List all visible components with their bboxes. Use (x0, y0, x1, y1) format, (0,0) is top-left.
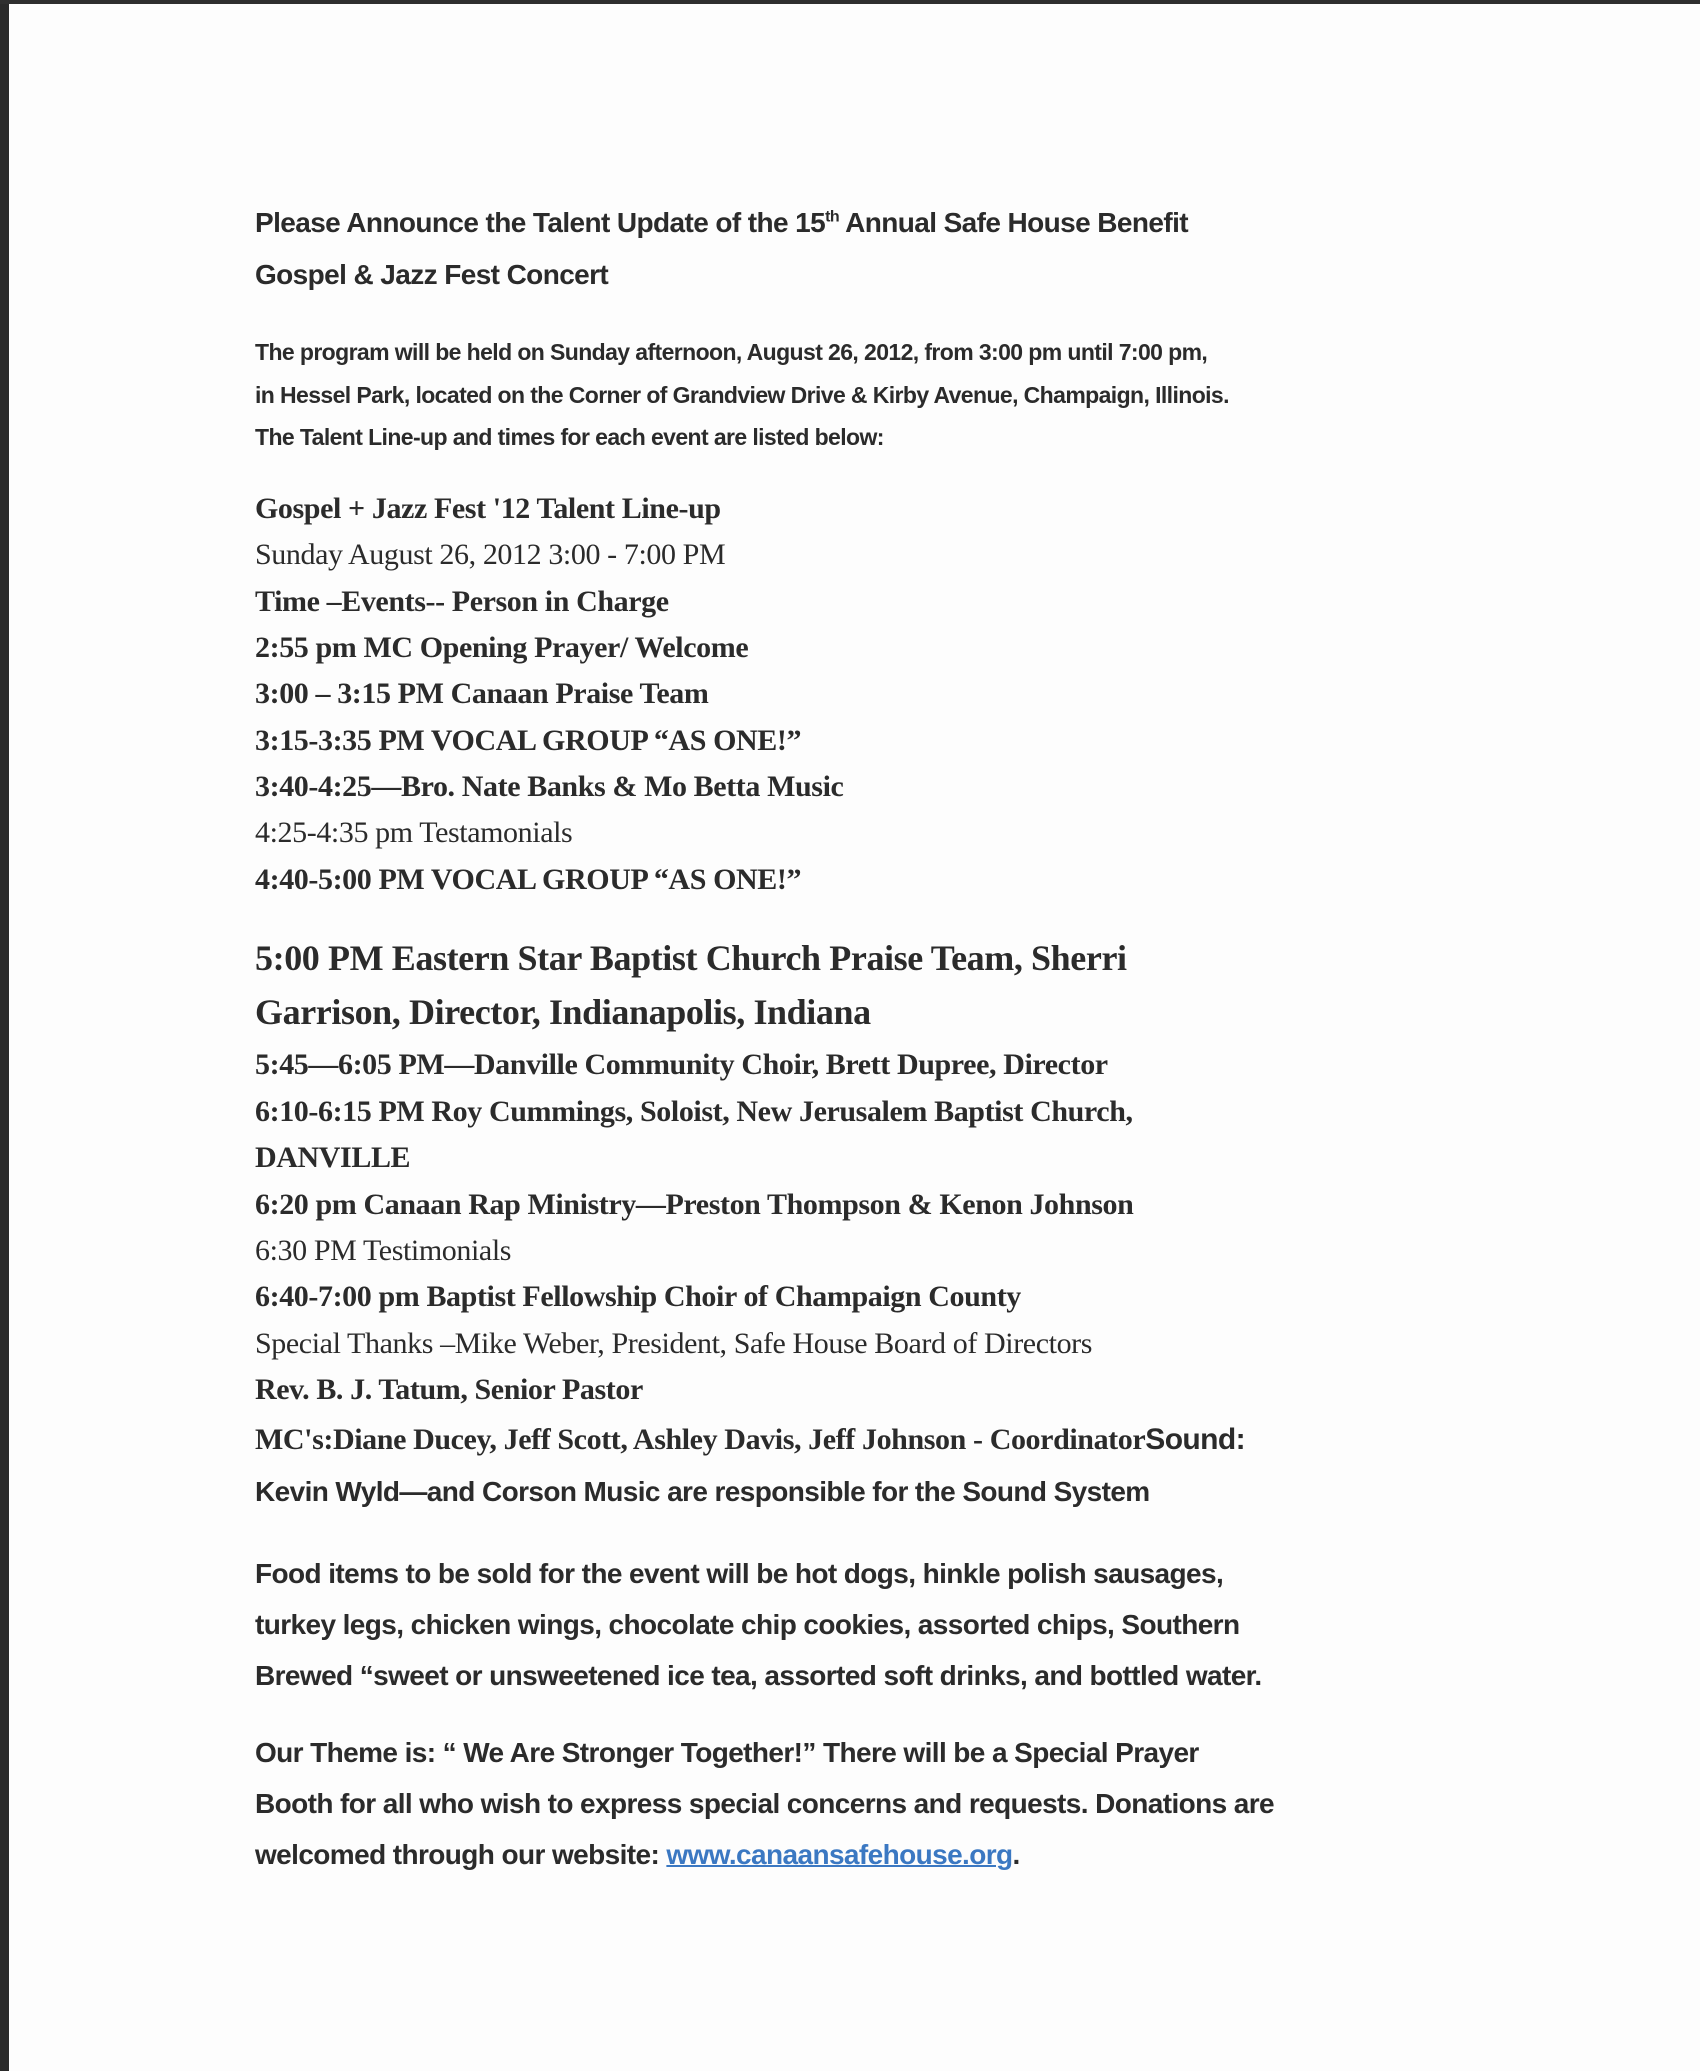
lineup-item: 2:55 pm MC Opening Prayer/ Welcome (255, 631, 749, 664)
lineup-item: 4:40-5:00 PM VOCAL GROUP “AS ONE!” (255, 863, 802, 896)
intro-line: The program will be held on Sunday afternoon, August 26, 2012, from 3:00 pm until 7:00 pm, (255, 339, 1208, 365)
lineup-item: 5:45—6:05 PM—Danville Community Choir, Brett Dupree, Director (255, 1048, 1108, 1081)
sound-label: Sound: (1145, 1423, 1245, 1456)
food-line: Food items to be sold for the event will be hot dogs, hinkle polish sausages, (255, 1558, 1224, 1589)
title-superscript: th (825, 208, 839, 226)
lineup-item-featured: Garrison, Director, Indianapolis, Indiana (255, 992, 871, 1032)
theme-line: Booth for all who wish to express special concerns and requests. Donations are (255, 1788, 1275, 1819)
website-suffix: . (1012, 1839, 1020, 1870)
food-line: turkey legs, chicken wings, chocolate chip cookies, assorted chips, Southern (255, 1609, 1240, 1640)
senior-pastor: Rev. B. J. Tatum, Senior Pastor (255, 1373, 643, 1406)
lineup-item: 3:40-4:25—Bro. Nate Banks & Mo Betta Music (255, 770, 844, 803)
lineup-item: 6:40-7:00 pm Baptist Fellowship Choir of Champaign County (255, 1280, 1021, 1313)
lineup-item: 6:10-6:15 PM Roy Cummings, Soloist, New Jerusalem Baptist Church, (255, 1095, 1133, 1128)
title-prefix: Please Announce the Talent Update of the 15 (255, 207, 826, 238)
title-line-1 (255, 207, 1188, 239)
lineup-item: 3:15-3:35 PM VOCAL GROUP “AS ONE!” (255, 724, 802, 757)
food-line: Brewed “sweet or unsweetened ice tea, assorted soft drinks, and bottled water. (255, 1660, 1262, 1691)
scan-border-left (0, 0, 9, 2071)
lineup-item: 6:20 pm Canaan Rap Ministry—Preston Thompson & Kenon Johnson (255, 1188, 1134, 1221)
lineup-date: Sunday August 26, 2012 3:00 - 7:00 PM (255, 538, 726, 571)
lineup-item: 6:30 PM Testimonials (255, 1234, 512, 1267)
scan-border-top (0, 0, 1700, 4)
intro-line: The Talent Line-up and times for each event are listed below: (255, 424, 884, 450)
lineup-columns: Time –Events-- Person in Charge (255, 585, 669, 618)
title-suffix: Annual Safe House Benefit (839, 207, 1188, 238)
theme-line-last (255, 1839, 1020, 1871)
lineup-heading: Gospel + Jazz Fest '12 Talent Line-up (255, 492, 721, 525)
special-thanks: Special Thanks –Mike Weber, President, Safe House Board of Directors (255, 1327, 1093, 1360)
title-line-2: Gospel & Jazz Fest Concert (255, 259, 609, 290)
lineup-item: 4:25-4:35 pm Testamonials (255, 816, 573, 849)
lineup-item: 3:00 – 3:15 PM Canaan Praise Team (255, 677, 709, 710)
intro-line: in Hessel Park, located on the Corner of Grandview Drive & Kirby Avenue, Champaign, Illinois. (255, 382, 1229, 408)
website-prefix: welcomed through our website: (255, 1839, 667, 1870)
mcs-names: MC's:Diane Ducey, Jeff Scott, Ashley Davis, Jeff Johnson - Coordinator (255, 1423, 1146, 1456)
lineup-item-featured: 5:00 PM Eastern Star Baptist Church Praise Team, Sherri (255, 938, 1127, 978)
mcs-line (255, 1423, 1245, 1457)
sound-line: Kevin Wyld—and Corson Music are responsible for the Sound System (255, 1476, 1150, 1507)
website-link[interactable]: www.canaansafehouse.org (666, 1839, 1013, 1870)
lineup-item: DANVILLE (255, 1141, 411, 1174)
theme-line: Our Theme is: “ We Are Stronger Together!” There will be a Special Prayer (255, 1737, 1199, 1768)
